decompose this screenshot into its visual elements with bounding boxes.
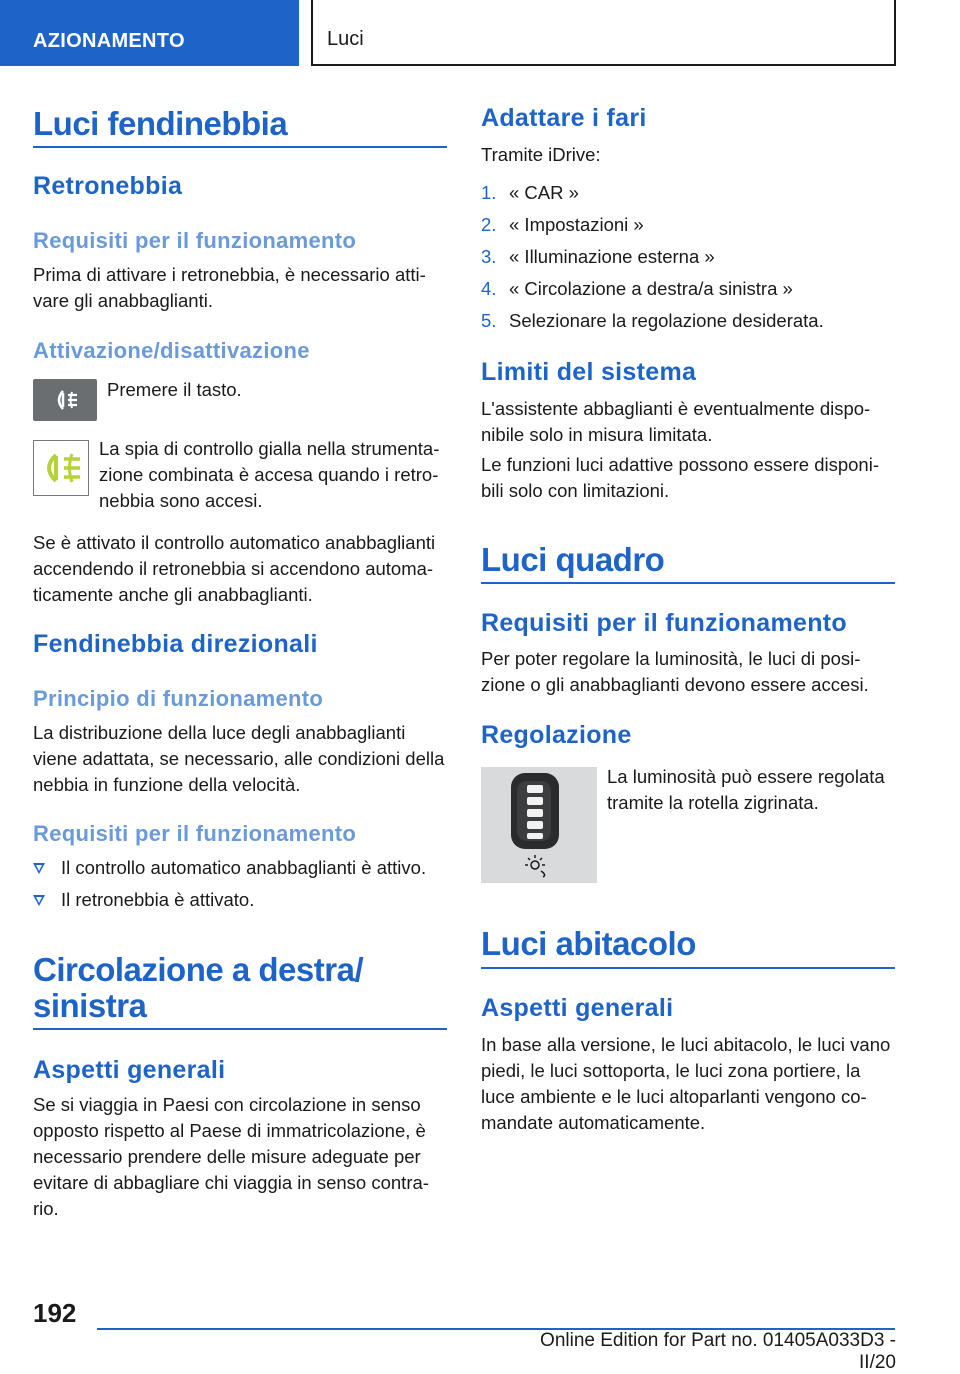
chapter-tab: Luci (311, 0, 896, 66)
paragraph-regolazione (607, 764, 899, 816)
text-line: Se è attivato il controllo automatico anabbaglianti (33, 532, 436, 553)
step-text: « Impostazioni » (509, 214, 644, 235)
text-line: Prima di attivare i retronebbia, è necessario atti- (33, 264, 426, 285)
text-line: viene adattata, se necessario, alle condizioni della (33, 748, 445, 769)
heading-luci-quadro: Luci quadro (481, 541, 665, 578)
text-line: nibile solo in misura limitata. (481, 424, 713, 445)
edition-note: Online Edition for Part no. 01405A033D3 - II/20 (540, 1330, 896, 1373)
heading-line: Circolazione a destra/ (33, 951, 364, 988)
page-number: 192 (33, 1298, 77, 1328)
step-number: 3. (481, 246, 497, 267)
heading-aspetti-generali-2: Aspetti generali (481, 994, 674, 1022)
heading-limiti: Limiti del sistema (481, 358, 697, 386)
text-line: nebbia in funzione della velocità. (33, 774, 301, 795)
step-text: « CAR » (509, 182, 579, 203)
step-text: Selezionare la regolazione desiderata. (509, 310, 824, 331)
text-line: zione o gli anabbaglianti devono essere accesi. (481, 674, 869, 695)
paragraph-aspetti-2 (481, 1032, 895, 1136)
text-line: mandate automaticamente. (481, 1112, 706, 1133)
heading-regolazione: Regolazione (481, 721, 632, 749)
paragraph-limiti-1 (481, 396, 895, 448)
heading-luci-fendinebbia: Luci fendinebbia (33, 105, 288, 142)
heading-requisiti-1: Requisiti per il funzionamento (33, 228, 357, 253)
heading-fendinebbia-direzionali: Fendinebbia direzionali (33, 630, 318, 658)
heading-rule (481, 967, 895, 969)
dimmer-wheel-icon (481, 767, 597, 883)
step-number: 5. (481, 310, 497, 331)
step-text: « Illuminazione esterna » (509, 246, 715, 267)
text-line: L'assistente abbaglianti è eventualmente dispo- (481, 398, 871, 419)
text-line: bili solo con limitazioni. (481, 480, 670, 501)
text-line: Se si viaggia in Paesi con circolazione in senso (33, 1094, 421, 1115)
paragraph-requisiti-1 (33, 262, 447, 314)
paragraph-premere: Premere il tasto. (107, 379, 242, 400)
paragraph-spia (99, 436, 449, 514)
step-number: 2. (481, 214, 497, 235)
heading-retronebbia: Retronebbia (33, 172, 183, 200)
bullet-triangle-icon (33, 863, 45, 874)
text-line: tramite la rotella zigrinata. (607, 792, 819, 813)
paragraph-principio (33, 720, 447, 798)
heading-rule (33, 1028, 447, 1030)
section-tab: AZIONAMENTO (0, 0, 299, 66)
paragraph-requisiti-3 (481, 646, 895, 698)
text-line: piedi, le luci sottoporta, le luci zona portiere, la (481, 1060, 861, 1081)
text-line: opposto rispetto al Paese di immatricolazione, è (33, 1120, 426, 1141)
page-header (0, 0, 960, 66)
rear-fog-indicator-icon (33, 440, 89, 496)
heading-principio: Principio di funzionamento (33, 686, 324, 711)
text-line: La luminosità può essere regolata (607, 766, 885, 787)
bullet-text: Il retronebbia è attivato. (61, 889, 255, 910)
bullet-triangle-icon (33, 895, 45, 906)
heading-requisiti-2: Requisiti per il funzionamento (33, 821, 357, 846)
paragraph-auto (33, 530, 447, 608)
text-line: ticamente anche gli anabbaglianti. (33, 584, 313, 605)
text-line: vare gli anabbaglianti. (33, 290, 213, 311)
text-line: rio. (33, 1198, 59, 1219)
paragraph-aspetti-1 (33, 1092, 447, 1222)
step-number: 4. (481, 278, 497, 299)
heading-rule (33, 146, 447, 148)
heading-rule (481, 582, 895, 584)
heading-attivazione: Attivazione/disattivazione (33, 338, 310, 363)
heading-aspetti-generali-1: Aspetti generali (33, 1056, 226, 1084)
step-number: 1. (481, 182, 497, 203)
text-line: zione combinata è accesa quando i retro- (99, 464, 439, 485)
paragraph-limiti-2 (481, 452, 895, 504)
heading-luci-abitacolo: Luci abitacolo (481, 925, 696, 962)
text-line: Per poter regolare la luminosità, le luci di posi- (481, 648, 861, 669)
bullet-text: Il controllo automatico anabbaglianti è attivo. (61, 857, 427, 878)
rear-fog-button-icon (33, 379, 97, 421)
text-line: In base alla versione, le luci abitacolo, le luci vano (481, 1034, 891, 1055)
heading-adattare-fari: Adattare i fari (481, 104, 647, 132)
heading-line: sinistra (33, 987, 147, 1024)
step-text: « Circolazione a destra/a sinistra » (509, 278, 793, 299)
heading-requisiti-3: Requisiti per il funzionamento (481, 609, 847, 637)
text-line: necessario prendere delle misure adeguate per (33, 1146, 421, 1167)
text-line: nebbia sono accesi. (99, 490, 263, 511)
heading-circolazione (33, 952, 447, 1024)
text-line: luce ambiente e le luci altoparlanti vengono co- (481, 1086, 867, 1107)
text-line: La spia di controllo gialla nella strumenta- (99, 438, 440, 459)
text-line: evitare di abbagliare chi viaggia in senso contra- (33, 1172, 429, 1193)
text-line: La distribuzione della luce degli anabbaglianti (33, 722, 406, 743)
text-line: Le funzioni luci adattive possono essere disponi- (481, 454, 879, 475)
paragraph-idrive: Tramite iDrive: (481, 144, 601, 165)
text-line: accendendo il retronebbia si accendono automa- (33, 558, 434, 579)
